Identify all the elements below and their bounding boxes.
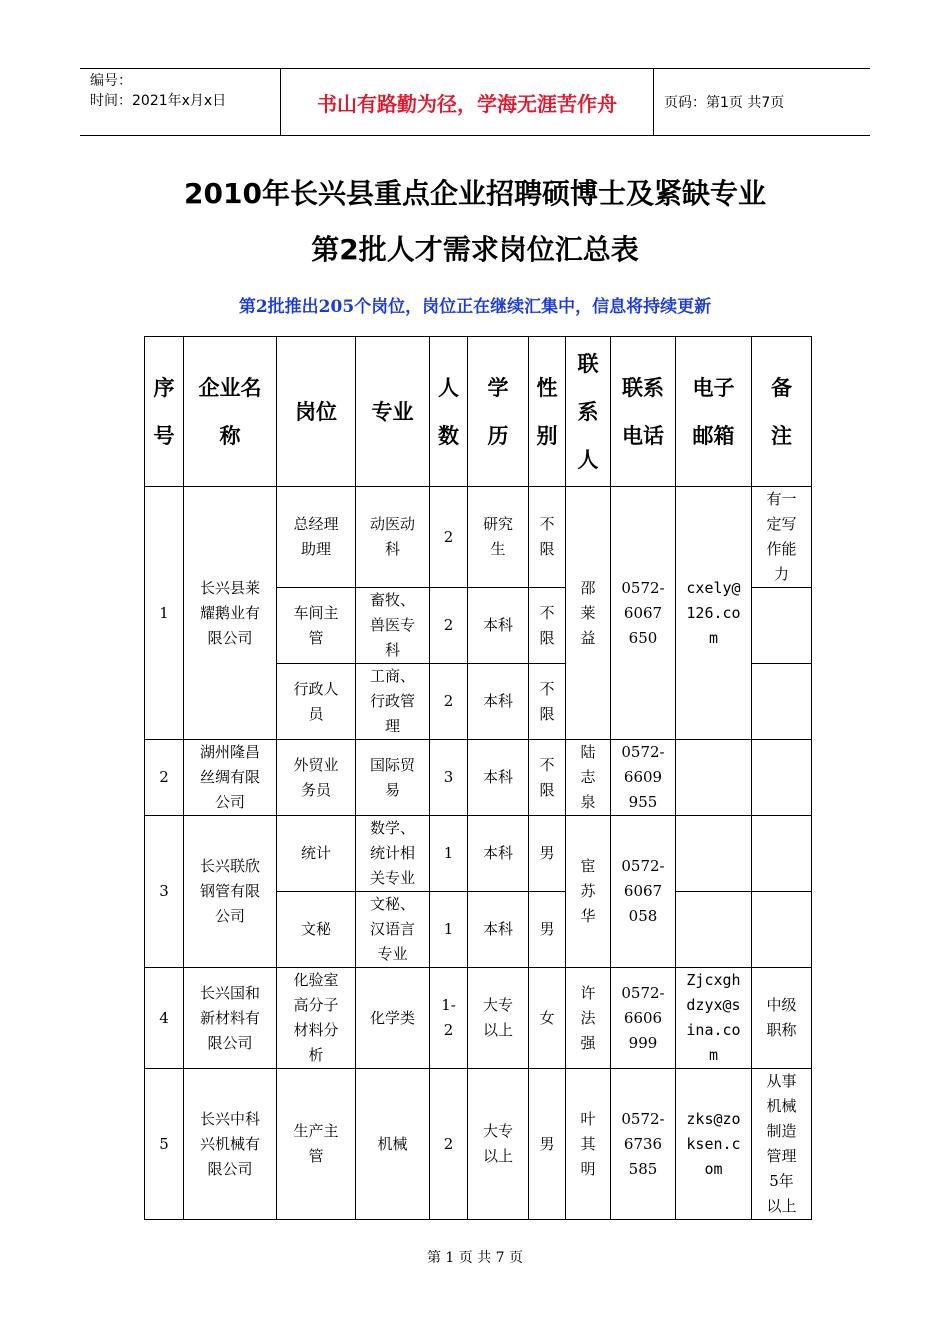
cell-remark: 中级职称 bbox=[752, 968, 812, 1069]
header-seq: 序号 bbox=[145, 337, 184, 487]
cell-major: 动医动科 bbox=[356, 487, 430, 588]
cell-major: 数学、统计相关专业 bbox=[356, 816, 430, 892]
cell-gender: 不限 bbox=[529, 664, 566, 740]
header-company: 企业名称 bbox=[184, 337, 277, 487]
cell-phone: 0572-6736585 bbox=[611, 1069, 676, 1220]
cell-phone: 0572-6067058 bbox=[611, 816, 676, 968]
cell-position: 总经理助理 bbox=[277, 487, 356, 588]
cell-gender: 不限 bbox=[529, 487, 566, 588]
cell-remark: 有一定写作能力 bbox=[752, 487, 812, 588]
cell-company: 长兴中科兴机械有限公司 bbox=[184, 1069, 277, 1220]
header-gender: 性别 bbox=[529, 337, 566, 487]
cell-count: 2 bbox=[430, 487, 468, 588]
header-motto: 书山有路勤为径，学海无涯苦作舟 bbox=[281, 69, 654, 135]
cell-major: 化学类 bbox=[356, 968, 430, 1069]
cell-position: 文秘 bbox=[277, 892, 356, 968]
cell-count: 1 bbox=[430, 816, 468, 892]
document-header bbox=[80, 68, 870, 136]
cell-major: 工商、行政管理 bbox=[356, 664, 430, 740]
document-title-line1: 2010年长兴县重点企业招聘硕博士及紧缺专业 bbox=[184, 177, 766, 210]
cell-contact: 叶其明 bbox=[566, 1069, 611, 1220]
cell-count: 3 bbox=[430, 740, 468, 816]
cell-remark bbox=[752, 740, 812, 816]
cell-count: 1-2 bbox=[430, 968, 468, 1069]
table-row bbox=[145, 740, 812, 816]
header-email: 电子邮箱 bbox=[676, 337, 752, 487]
cell-gender: 男 bbox=[529, 816, 566, 892]
cell-phone: 0572-6067650 bbox=[611, 487, 676, 740]
table-row bbox=[145, 487, 812, 588]
cell-education: 大专以上 bbox=[468, 1069, 529, 1220]
document-title-line2: 第2批人才需求岗位汇总表 bbox=[311, 233, 639, 266]
table-row bbox=[145, 816, 812, 892]
header-contact: 联系人 bbox=[566, 337, 611, 487]
cell-position: 车间主管 bbox=[277, 588, 356, 664]
cell-remark bbox=[752, 664, 812, 740]
table-row bbox=[145, 1069, 812, 1220]
positions-table bbox=[144, 336, 812, 1220]
header-phone: 联系电话 bbox=[611, 337, 676, 487]
cell-position: 化验室高分子材料分析 bbox=[277, 968, 356, 1069]
cell-email bbox=[676, 740, 752, 816]
header-meta bbox=[80, 69, 281, 135]
cell-remark bbox=[752, 892, 812, 968]
table-row bbox=[145, 968, 812, 1069]
cell-major: 畜牧、兽医专科 bbox=[356, 588, 430, 664]
cell-seq: 3 bbox=[145, 816, 184, 968]
cell-email bbox=[676, 816, 752, 892]
cell-position: 统计 bbox=[277, 816, 356, 892]
cell-remark bbox=[752, 816, 812, 892]
cell-email: zks@zoksen.com bbox=[676, 1069, 752, 1220]
cell-position: 行政人员 bbox=[277, 664, 356, 740]
cell-company: 长兴县莱耀鹅业有限公司 bbox=[184, 487, 277, 740]
cell-count: 2 bbox=[430, 588, 468, 664]
cell-major: 文秘、汉语言专业 bbox=[356, 892, 430, 968]
cell-contact: 陆志泉 bbox=[566, 740, 611, 816]
cell-education: 本科 bbox=[468, 892, 529, 968]
cell-email: cxely@126.com bbox=[676, 487, 752, 740]
header-education: 学历 bbox=[468, 337, 529, 487]
cell-position: 外贸业务员 bbox=[277, 740, 356, 816]
cell-count: 1 bbox=[430, 892, 468, 968]
document-subtitle: 第2批推出205个岗位，岗位正在继续汇集中，信息将持续更新 bbox=[238, 297, 712, 317]
header-count: 人数 bbox=[430, 337, 468, 487]
header-page-code: 页码：第1页 共7页 bbox=[664, 95, 785, 111]
cell-count: 2 bbox=[430, 664, 468, 740]
cell-company: 长兴国和新材料有限公司 bbox=[184, 968, 277, 1069]
header-position: 岗位 bbox=[277, 337, 356, 487]
cell-education: 大专以上 bbox=[468, 968, 529, 1069]
cell-phone: 0572-6609955 bbox=[611, 740, 676, 816]
header-major: 专业 bbox=[356, 337, 430, 487]
table-header-row bbox=[145, 337, 812, 487]
cell-education: 本科 bbox=[468, 588, 529, 664]
cell-gender: 男 bbox=[529, 892, 566, 968]
document-time-label: 时间：2021年x月x日 bbox=[90, 93, 227, 109]
document-number-label: 编号： bbox=[90, 73, 132, 89]
cell-phone: 0572-6606999 bbox=[611, 968, 676, 1069]
cell-contact: 宦苏华 bbox=[566, 816, 611, 968]
cell-gender: 不限 bbox=[529, 740, 566, 816]
cell-education: 本科 bbox=[468, 740, 529, 816]
cell-contact: 邵莱益 bbox=[566, 487, 611, 740]
cell-remark: 从事机械制造管理5年以上 bbox=[752, 1069, 812, 1220]
cell-count: 2 bbox=[430, 1069, 468, 1220]
cell-email: Zjcxghdzyx@sina.com bbox=[676, 968, 752, 1069]
cell-major: 国际贸易 bbox=[356, 740, 430, 816]
cell-major: 机械 bbox=[356, 1069, 430, 1220]
cell-gender: 不限 bbox=[529, 588, 566, 664]
cell-gender: 男 bbox=[529, 1069, 566, 1220]
cell-email bbox=[676, 892, 752, 968]
cell-seq: 4 bbox=[145, 968, 184, 1069]
page-footer: 第 1 页 共 7 页 bbox=[426, 1250, 524, 1266]
cell-company: 湖州隆昌丝绸有限公司 bbox=[184, 740, 277, 816]
cell-gender: 女 bbox=[529, 968, 566, 1069]
cell-seq: 2 bbox=[145, 740, 184, 816]
cell-contact: 许法强 bbox=[566, 968, 611, 1069]
cell-remark bbox=[752, 588, 812, 664]
cell-seq: 1 bbox=[145, 487, 184, 740]
header-remark: 备注 bbox=[752, 337, 812, 487]
cell-education: 研究生 bbox=[468, 487, 529, 588]
cell-company: 长兴联欣钢管有限公司 bbox=[184, 816, 277, 968]
cell-position: 生产主管 bbox=[277, 1069, 356, 1220]
cell-education: 本科 bbox=[468, 664, 529, 740]
cell-education: 本科 bbox=[468, 816, 529, 892]
cell-seq: 5 bbox=[145, 1069, 184, 1220]
